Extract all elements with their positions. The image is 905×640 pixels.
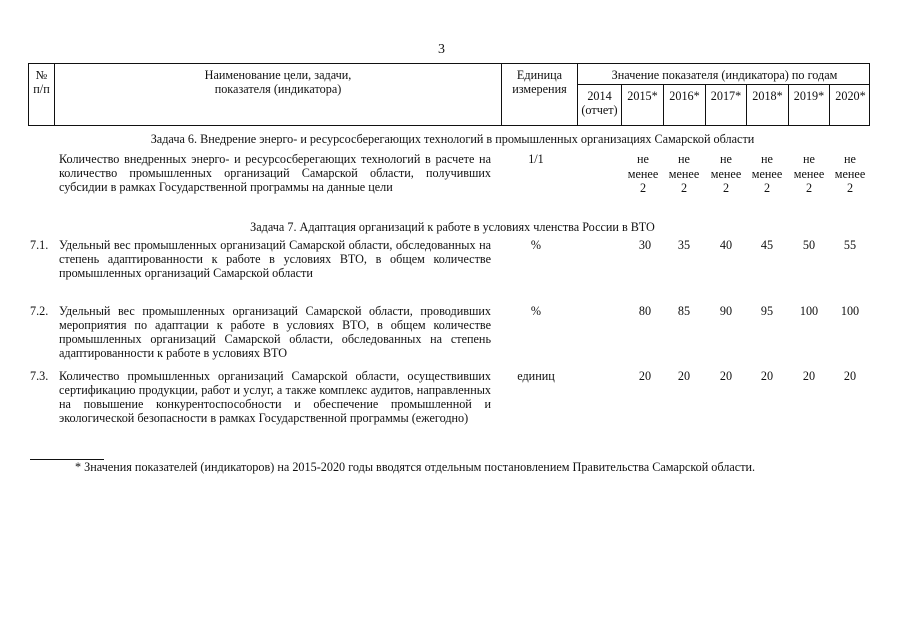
row-value: 80 [638,304,652,318]
header-year: 2018* [752,89,783,103]
row-value: 30 [638,238,652,252]
row-value: 35 [677,238,691,252]
header-year: 2014 (отчет) [581,89,618,117]
row-value: 20 [843,369,857,383]
row-value: 95 [760,304,774,318]
task-7-heading: Задача 7. Адаптация организаций к работе в условиях членства России в ВТО [250,220,655,234]
header-year: 2020* [835,89,866,103]
row-name: Удельный вес промышленных организаций Самарской области, проводивших мероприятия по адаптации к работе в условиях ВТО, в общем количестве промышленных организаций Самарской области, обследованных на степень адаптированности к работе в условиях ВТО [59,304,491,360]
row-value: 20 [638,369,652,383]
page-number: 3 [438,42,445,57]
header-num: № п/п [33,68,50,96]
row-unit: единиц [517,369,555,383]
row-value: 20 [677,369,691,383]
row-value: не менее 2 [751,152,783,195]
row-name: Удельный вес промышленных организаций Самарской области, обследованных на степень адаптированности к работе в условиях ВТО, в общем количестве промышленных организаций Самарской области [59,238,491,280]
row-value: 40 [719,238,733,252]
row-value: 100 [799,304,819,318]
header-year: 2015* [627,89,658,103]
row-value: 85 [677,304,691,318]
row-value: 90 [719,304,733,318]
row-unit: 1/1 [528,152,544,166]
row-unit: % [530,238,542,252]
row-value: не менее 2 [710,152,742,195]
row-unit: % [530,304,542,318]
row-value: 55 [843,238,857,252]
row-value: не менее 2 [627,152,659,195]
row-value: 50 [802,238,816,252]
row-value: 20 [760,369,774,383]
row-value: 45 [760,238,774,252]
row-name: Количество внедренных энерго- и ресурсосберегающих технологий в расчете на количество промышленных организаций Самарской области, получивших субсидии в рамках Государственной программы на данные цели [59,152,491,194]
task-6-heading: Задача 6. Внедрение энерго- и ресурсосберегающих технологий в промышленных организациях Самарской области [150,132,755,146]
row-value: 20 [719,369,733,383]
header-year: 2016* [669,89,700,103]
header-values-title: Значение показателя (индикатора) по годам [611,68,838,82]
row-value: не менее 2 [793,152,825,195]
row-value: не менее 2 [834,152,866,195]
footnote: * Значения показателей (индикаторов) на 2015-2020 годы вводятся отдельным постановлением Правительства Самарской области. [75,460,756,474]
row-value: 100 [840,304,860,318]
row-number: 7.2. [30,304,49,318]
header-name: Наименование цели, задачи, показателя (индикатора) [204,68,352,96]
header-year: 2019* [793,89,825,103]
table-header [28,63,870,126]
row-number: 7.3. [30,369,49,383]
row-value: не менее 2 [668,152,700,195]
row-name: Количество промышленных организаций Самарской области, осуществивших сертификацию продукции, работ и услуг, а также комплекс аудитов, направленных на повышение конкурентоспособности и обеспечение промышленной и экологической безопасности в рамках Государственной программы (ежегодно) [59,369,491,425]
row-value: 20 [802,369,816,383]
header-year: 2017* [710,89,742,103]
header-unit: Единица измерения [512,68,567,96]
row-number: 7.1. [30,238,49,252]
